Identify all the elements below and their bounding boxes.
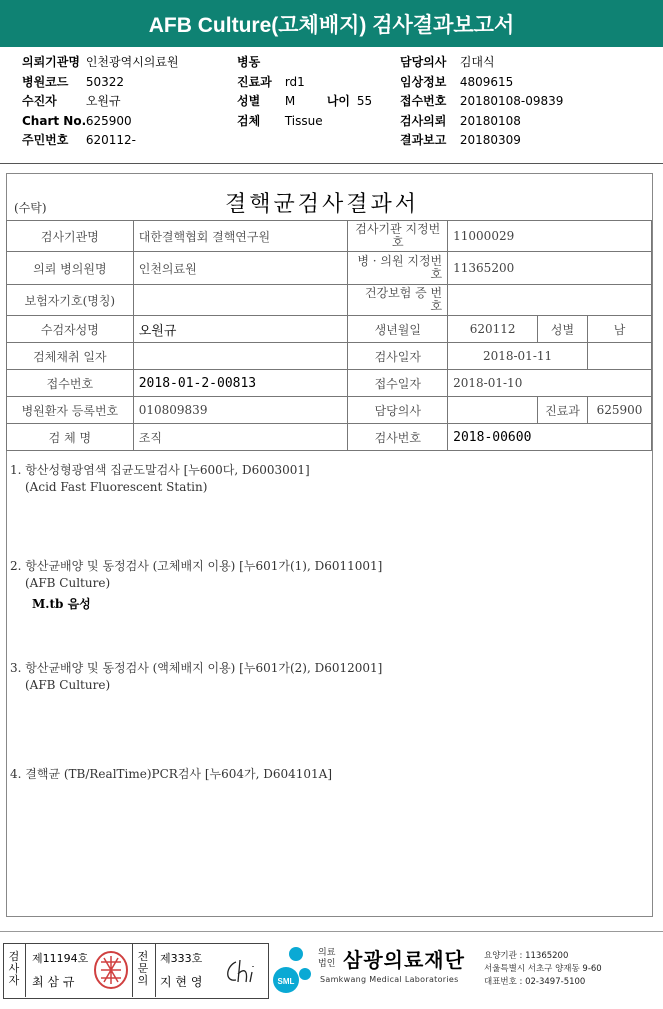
tester-label: 검사자: [8, 950, 20, 987]
form-value: 오원규: [133, 316, 348, 343]
org-contact: [484, 950, 602, 989]
info-label: 검사의뢰: [400, 113, 447, 128]
test-title: 2. 항산균배양 및 동정검사 (고체배지 이용) [누601가(1), D6011001]: [10, 559, 383, 573]
form-value: 조직: [133, 424, 348, 451]
info-col-2: [237, 53, 372, 131]
form-value: 11000029: [448, 221, 652, 252]
info-label: 병동: [237, 55, 261, 69]
form-row: [7, 343, 652, 370]
tester-name: 최 삼 규: [32, 975, 75, 989]
form-value: 010809839: [133, 397, 348, 424]
specialist-number: 제333호: [160, 952, 203, 965]
info-value: 4809615: [459, 74, 514, 89]
test-title: 3. 항산균배양 및 동정검사 (액체배지 이용) [누601가(2), D6012001]: [10, 661, 383, 675]
form-value: [133, 285, 348, 316]
form-label: 성별: [538, 316, 588, 343]
patient-form: [6, 220, 652, 451]
age-value: 55: [356, 94, 373, 108]
form-label: 검사기관 지정번호: [348, 221, 448, 252]
org-name: 삼광의료재단: [343, 948, 465, 972]
info-value: 인천광역시의료원: [85, 55, 179, 69]
info-label: 검체: [237, 113, 261, 128]
test-subtitle: (Acid Fast Fluorescent Statin): [25, 480, 208, 494]
form-label: 검사기관명: [7, 221, 134, 252]
test-subtitle: (AFB Culture): [25, 576, 111, 590]
info-label: 수진자: [22, 94, 57, 108]
form-label: 진료과: [538, 397, 588, 424]
tester-seal-icon: [93, 950, 129, 990]
test-item: [10, 660, 382, 694]
form-row: [7, 370, 652, 397]
form-value: 625900: [587, 397, 651, 424]
info-value: rd1: [284, 74, 305, 89]
form-label: 검체채취 일자: [7, 343, 134, 370]
form-value: 남: [587, 316, 651, 343]
form-label: 수검자성명: [7, 316, 134, 343]
receipt-mark: (수탁): [14, 201, 47, 215]
info-label: 성별: [237, 94, 261, 108]
form-row: [7, 397, 652, 424]
info-value: 625900: [85, 113, 132, 128]
test-subtitle: (AFB Culture): [25, 678, 111, 692]
test-title: 4. 결핵균 (TB/RealTime)PCR검사 [누604가, D604101A]: [10, 767, 333, 781]
info-value: M: [284, 94, 296, 108]
info-value: 오원규: [85, 94, 121, 108]
org-prefix: 의료 법인: [318, 948, 336, 969]
info-value: 50322: [85, 74, 125, 89]
org-code: 요양기관 : 11365200: [484, 951, 569, 961]
info-value: 20180309: [459, 133, 521, 147]
org-english-name: Samkwang Medical Laboratories: [320, 975, 459, 984]
sml-logo-text: SML: [277, 977, 295, 986]
test-item: [10, 558, 382, 613]
form-value: 2018-00600: [448, 424, 652, 451]
form-label: 생년월일: [348, 316, 448, 343]
report-title: AFB Culture(고체배지) 검사결과보고서: [148, 13, 515, 37]
age-label: 나이: [326, 94, 351, 108]
form-label: 보험자기호(명칭): [7, 285, 134, 316]
test-result: M.tb 음성: [32, 597, 91, 611]
info-value: 20180108-09839: [459, 94, 564, 108]
form-value: [448, 397, 538, 424]
form-value: 11365200: [448, 252, 652, 285]
form-label: 접수일자: [348, 370, 448, 397]
form-value: 대한결핵협회 결핵연구원: [133, 221, 348, 252]
specialist-name: 지 현 영: [160, 975, 203, 989]
specialist-label: 전문의: [137, 950, 149, 987]
form-row: [7, 316, 652, 343]
info-label: 담당의사: [400, 55, 447, 69]
form-label: 병 · 의원 지정번호: [348, 252, 448, 285]
info-value: 김대식: [459, 55, 495, 69]
form-value: [133, 343, 348, 370]
form-label: 검사번호: [348, 424, 448, 451]
form-label: 의뢰 병의원명: [7, 252, 134, 285]
form-label: 접수번호: [7, 370, 134, 397]
info-label: Chart No.: [22, 113, 87, 128]
info-col-3: [400, 53, 563, 151]
org-address: 서울특별시 서초구 양재동 9-60: [484, 964, 602, 974]
test-title: 1. 항산성형광염색 집균도말검사 [누600다, D6003001]: [10, 463, 310, 477]
info-label: 임상정보: [400, 74, 447, 89]
form-value: 인천의료원: [133, 252, 348, 285]
sml-logo-icon: [272, 944, 314, 996]
org-phone: 대표번호 : 02-3497-5100: [484, 977, 586, 987]
form-value: 620112: [448, 316, 538, 343]
info-label: 의뢰기관명: [22, 55, 80, 69]
document-title: 결핵균검사결과서: [225, 192, 420, 217]
form-label: 병원환자 등록번호: [7, 397, 134, 424]
form-row: [7, 221, 652, 252]
form-label: 검 체 명: [7, 424, 134, 451]
info-label: 접수번호: [400, 94, 447, 108]
test-item: [10, 766, 332, 783]
form-row: [7, 252, 652, 285]
form-label: 담당의사: [348, 397, 448, 424]
footer-divider: [0, 931, 663, 932]
form-row: [7, 424, 652, 451]
info-value: 20180108: [459, 113, 521, 128]
form-label: 검사일자: [348, 343, 448, 370]
form-row: [7, 285, 652, 316]
test-item: [10, 462, 310, 496]
form-value: 2018-01-11: [448, 343, 588, 370]
form-value: [448, 285, 652, 316]
form-value: 2018-01-2-00813: [133, 370, 348, 397]
info-divider: [0, 163, 663, 164]
info-label: 진료과: [237, 74, 272, 89]
info-value: Tissue: [284, 113, 323, 128]
info-label: 결과보고: [400, 133, 447, 147]
form-label: 건강보험 증 번 호: [348, 285, 448, 316]
info-col-1: [22, 53, 179, 151]
tester-number: 제11194호: [32, 952, 89, 965]
form-value: 2018-01-10: [448, 370, 652, 397]
specialist-signature-icon: [222, 954, 262, 988]
info-label: 주민번호: [22, 133, 69, 147]
report-title-bar: [0, 0, 663, 47]
info-label: 병원코드: [22, 74, 69, 89]
info-value: 620112-: [85, 133, 136, 147]
